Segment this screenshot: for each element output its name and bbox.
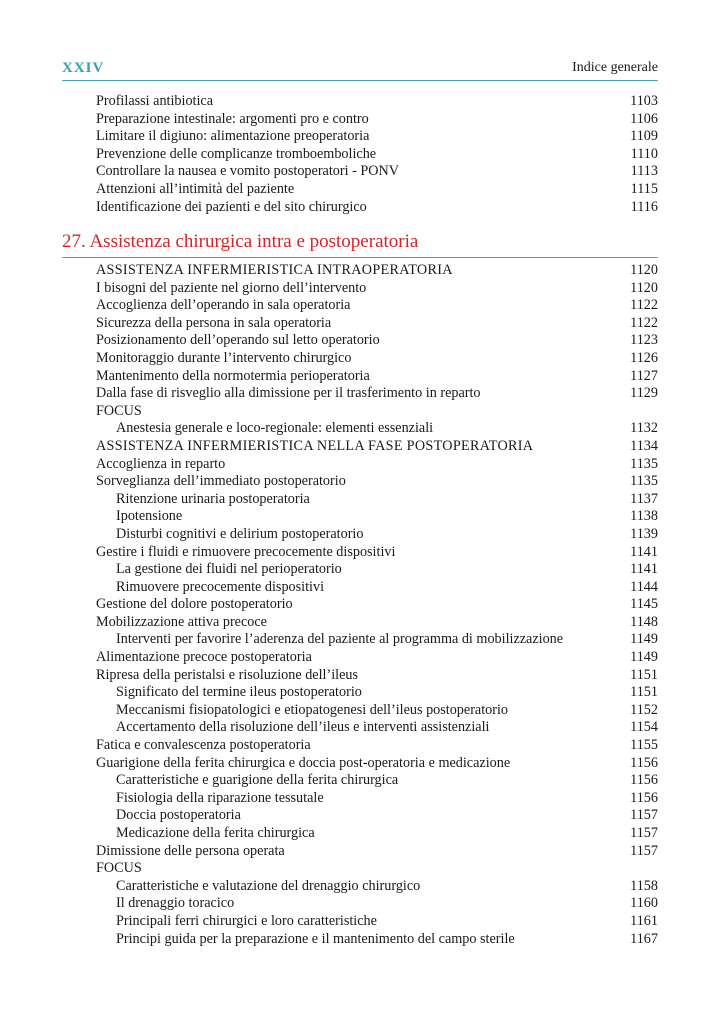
toc-entry [96, 544, 658, 562]
toc-entry [96, 579, 658, 597]
toc-entry-page: 1156 [630, 772, 658, 789]
toc-entry [96, 913, 658, 931]
toc-entry-page: 1132 [630, 420, 658, 437]
toc-entry-title: Identificazione dei pazienti e del sito chirurgico [96, 198, 367, 215]
toc-entry-title: Sicurezza della persona in sala operatoria [96, 314, 332, 331]
toc-entry-title: Gestire i fluidi e rimuovere precocemente dispositivi [96, 543, 396, 560]
toc-entry-title: Attenzioni all’intimità del paziente [96, 180, 295, 197]
toc-entry [96, 614, 658, 632]
toc-entry-page: 1155 [630, 737, 658, 754]
toc-entry-page: 1129 [630, 385, 658, 402]
toc-entry-page: 1160 [630, 895, 658, 912]
toc-entry-page: 1109 [630, 128, 658, 145]
toc-entry-title: Fisiologia della riparazione tessutale [116, 789, 324, 806]
toc-entry-title: Dalla fase di risveglio alla dimissione per il trasferimento in reparto [96, 385, 481, 402]
toc-entry-title: Ripresa della peristalsi e risoluzione dell’ileus [96, 666, 358, 683]
page-header [62, 58, 658, 81]
running-title: Indice generale [572, 60, 658, 75]
toc-entry-title: Preparazione intestinale: argomenti pro e contro [96, 110, 369, 127]
toc-entry-title: Medicazione della ferita chirurgica [116, 825, 315, 841]
toc-entry-title: Posizionamento dell’operando sul letto operatorio [96, 332, 380, 349]
toc-entry-title: Principi guida per la preparazione e il mantenimento del campo sterile [116, 930, 515, 947]
toc-entry-page: 1141 [630, 561, 658, 578]
toc-entry-title: Rimuovere precocemente dispositivi [116, 578, 325, 595]
toc-entry [96, 895, 658, 913]
toc-entry-page: 1149 [630, 649, 658, 666]
toc-entry-title: Monitoraggio durante l’intervento chirurgico [96, 349, 352, 366]
toc-entry-page: 1126 [630, 349, 658, 366]
toc-entry-title: Anestesia generale e loco-regionale: elementi essenziali [116, 420, 434, 437]
toc-entry-title: Fatica e convalescenza postoperatoria [96, 737, 311, 754]
toc-entry [96, 931, 658, 949]
toc-entry-page: 1120 [630, 279, 658, 296]
toc-entry [96, 860, 658, 878]
toc-entry [96, 843, 658, 861]
toc-entry-page: 1158 [630, 877, 658, 894]
toc-entry-page: 1148 [630, 613, 658, 630]
toc-entry [96, 596, 658, 614]
toc-entry [96, 702, 658, 720]
toc-entry-title: Prevenzione delle complicanze tromboemboliche [96, 145, 377, 162]
toc-entry-page: 1127 [630, 367, 658, 384]
toc-entry-page: 1123 [630, 332, 658, 349]
toc-entry-page: 1156 [630, 754, 658, 771]
toc-entry-page: 1157 [630, 807, 658, 824]
toc-entry-title: Mantenimento della normotermia perioperatoria [96, 367, 370, 384]
toc-entry-page: 1137 [630, 490, 658, 507]
toc-entry [96, 473, 658, 491]
toc-entry-title: Il drenaggio toracico [116, 895, 235, 912]
toc-entry [96, 649, 658, 667]
toc-entry [96, 737, 658, 755]
toc-entry [96, 807, 658, 825]
toc-entry [96, 163, 658, 181]
toc-section-top [96, 93, 658, 216]
toc-entry-title: FOCUS [96, 402, 142, 419]
toc-entry-page: 1106 [630, 110, 658, 127]
toc-entry-title: Dimissione delle persona operata [96, 842, 285, 859]
toc-entry-page: 1122 [630, 297, 658, 314]
toc-entry [96, 420, 658, 438]
toc-entry [96, 438, 658, 456]
toc-entry-title: ASSISTENZA INFERMIERISTICA INTRAOPERATORIA [96, 262, 453, 278]
toc-entry [96, 199, 658, 217]
toc-entry [96, 332, 658, 350]
toc-section-chapter [96, 262, 658, 948]
toc-entry-page: 1139 [630, 525, 658, 542]
toc-entry-page: 1141 [630, 543, 658, 560]
toc-entry-title: La gestione dei fluidi nel perioperatorio [116, 561, 342, 578]
toc-entry-page: 1113 [630, 163, 658, 180]
toc-entry [96, 561, 658, 579]
toc-entry-page: 1138 [630, 508, 658, 525]
toc-entry [96, 491, 658, 509]
toc-entry [96, 526, 658, 544]
toc-entry-page: 1144 [630, 578, 658, 595]
toc-entry-page: 1154 [630, 719, 658, 736]
toc-entry [96, 368, 658, 386]
toc-entry-page: 1116 [630, 198, 658, 215]
page-number: XXIV [62, 60, 105, 76]
toc-entry [96, 790, 658, 808]
toc-entry [96, 181, 658, 199]
toc-entry-title: Doccia postoperatoria [116, 807, 241, 824]
toc-entry-title: Ritenzione urinaria postoperatoria [116, 490, 310, 507]
toc-entry-page: 1134 [630, 437, 658, 454]
toc-entry-title: FOCUS [96, 860, 142, 877]
toc-entry-page: 1135 [630, 455, 658, 472]
toc-entry-page: 1157 [630, 825, 658, 841]
toc-entry [96, 825, 658, 843]
toc-entry-page: 1120 [630, 262, 658, 278]
toc-entry [96, 719, 658, 737]
toc-entry-page: 1156 [630, 789, 658, 806]
toc-entry-title: ASSISTENZA INFERMIERISTICA NELLA FASE POSTOPERATORIA [96, 437, 534, 454]
toc-entry-page: 1115 [630, 180, 658, 197]
toc-entry-title: Sorveglianza dell’immediato postoperatorio [96, 473, 346, 490]
toc-entry-title: Alimentazione precoce postoperatoria [96, 649, 312, 666]
toc-entry [96, 772, 658, 790]
toc-entry [96, 403, 658, 421]
toc-entry-title: Interventi per favorire l’aderenza del paziente al programma di mobilizzazione [116, 631, 564, 648]
toc-entry-page: 1135 [630, 473, 658, 490]
toc-entry [96, 456, 658, 474]
toc-entry-page: 1122 [630, 314, 658, 331]
toc-entry [96, 755, 658, 773]
toc-entry [96, 878, 658, 896]
toc-entry-page: 1161 [630, 912, 658, 929]
toc-entry-title: Principali ferri chirurgici e loro caratteristiche [116, 912, 377, 929]
toc-entry-title: Gestione del dolore postoperatorio [96, 596, 293, 613]
toc-entry [96, 385, 658, 403]
toc-entry [96, 93, 658, 111]
toc-entry-title: Accertamento della risoluzione dell’ileus e interventi assistenziali [116, 719, 490, 736]
toc-entry-title: Mobilizzazione attiva precoce [96, 613, 267, 630]
chapter-title: 27. Assistenza chirurgica intra e postoperatoria [62, 231, 419, 252]
toc-entry [96, 315, 658, 333]
toc-entry-title: Accoglienza in reparto [96, 455, 226, 472]
toc-entry-title: Guarigione della ferita chirurgica e doccia post-operatoria e medicazione [96, 754, 511, 771]
toc-entry-page: 1151 [630, 684, 658, 701]
chapter-heading [62, 231, 658, 258]
toc-entry-page: 1110 [630, 145, 658, 162]
toc-entry [96, 350, 658, 368]
toc-entry-title: Accoglienza dell’operando in sala operatoria [96, 297, 351, 314]
toc-entry [96, 262, 658, 280]
toc-entry-title: Disturbi cognitivi e delirium postoperatorio [116, 525, 364, 542]
toc-entry-title: Profilassi antibiotica [96, 93, 214, 109]
toc-entry-title: Limitare il digiuno: alimentazione preoperatoria [96, 128, 370, 145]
toc-entry-page: 1149 [630, 631, 658, 648]
toc-entry-title: Caratteristiche e guarigione della ferita chirurgica [116, 772, 399, 789]
toc-entry-page: 1167 [630, 930, 658, 947]
toc-entry-title: Meccanismi fisiopatologici e etiopatogenesi dell’ileus postoperatorio [116, 701, 509, 718]
toc-entry-page: 1151 [630, 666, 658, 683]
toc-entry [96, 631, 658, 649]
toc-entry-page: 1145 [630, 596, 658, 613]
toc-entry-title: I bisogni del paziente nel giorno dell’intervento [96, 279, 367, 296]
toc-entry [96, 508, 658, 526]
toc-entry-title: Significato del termine ileus postoperatorio [116, 684, 362, 701]
toc-entry [96, 111, 658, 129]
toc-entry [96, 667, 658, 685]
toc-entry-page: 1152 [630, 701, 658, 718]
toc-entry [96, 684, 658, 702]
toc-entry-title: Controllare la nausea e vomito postoperatori - PONV [96, 163, 399, 180]
toc-entry-title: Ipotensione [116, 508, 183, 525]
toc-entry [96, 146, 658, 164]
toc-entry [96, 280, 658, 298]
toc-entry-title: Caratteristiche e valutazione del drenaggio chirurgico [116, 877, 421, 894]
toc-entry [96, 297, 658, 315]
toc-entry [96, 128, 658, 146]
toc-entry-page: 1103 [630, 93, 658, 109]
toc-entry-page: 1157 [630, 842, 658, 859]
